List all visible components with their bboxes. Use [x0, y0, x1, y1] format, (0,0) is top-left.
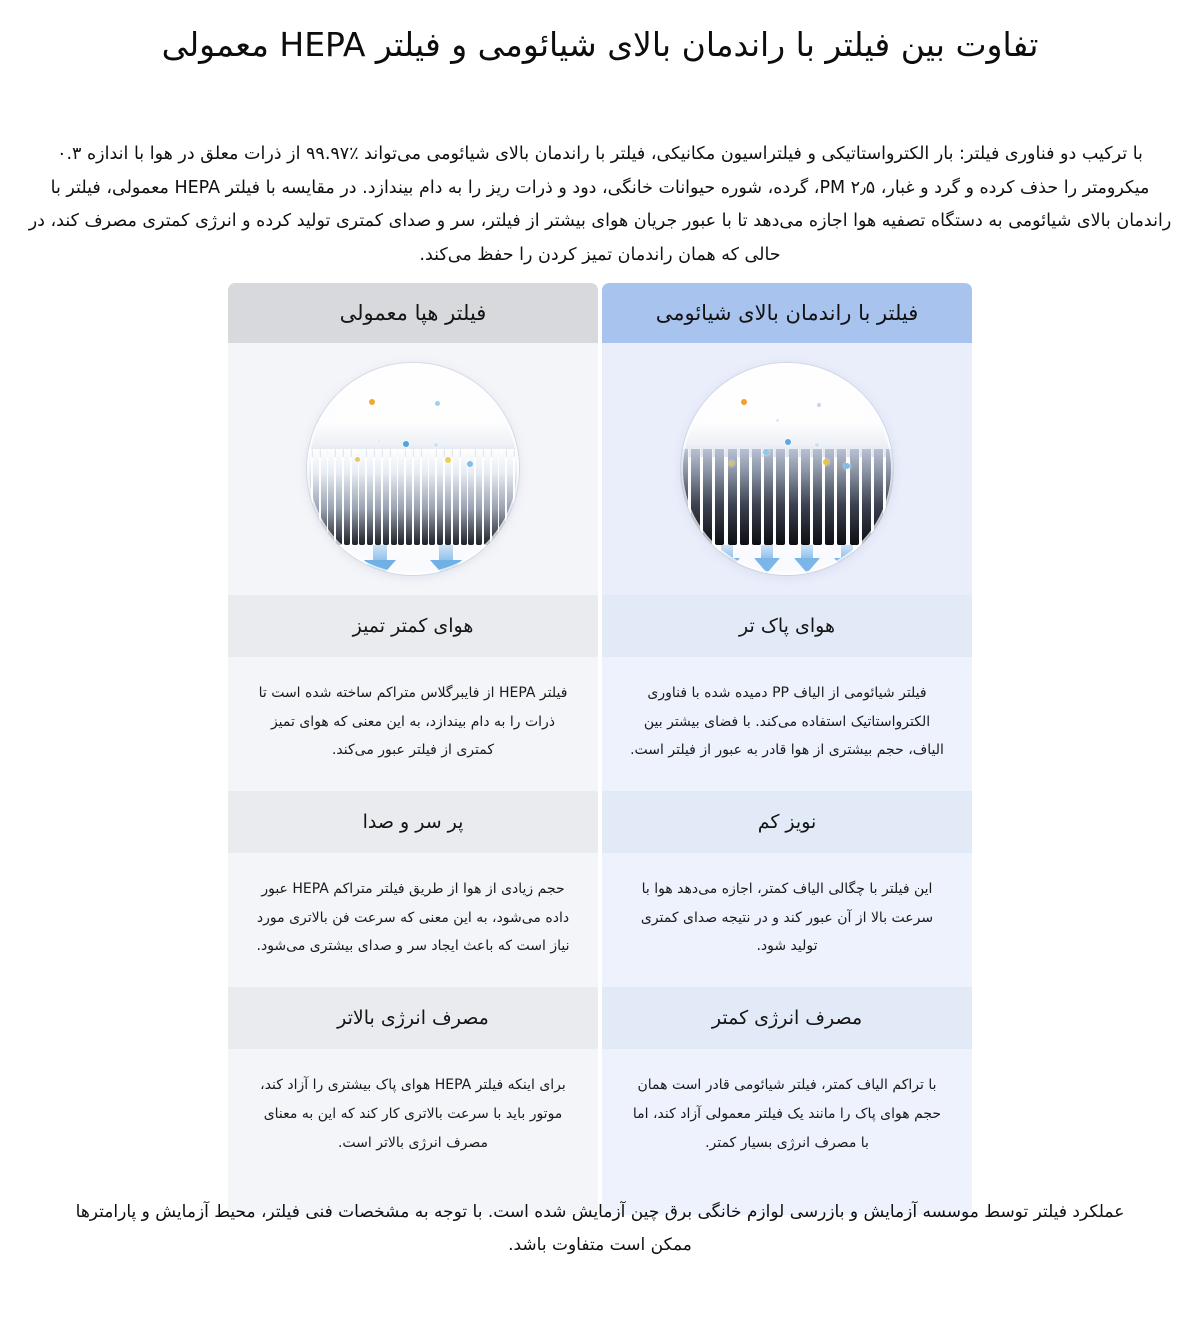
particle-dot — [434, 443, 438, 447]
particle-dot — [377, 439, 381, 443]
particle-dot — [763, 449, 769, 455]
comparison-table — [228, 283, 972, 1215]
particle-dot — [435, 401, 440, 406]
particle-dot — [785, 439, 791, 445]
disclaimer-footnote: عملکرد فیلتر توسط موسسه آزمایش و بازرسی لوازم خانگی برق چین آزمایش شده است. با توجه به مشخصات فنی فیلتر، محیط آزمایش و پارامترها ممکن است متفاوت باشد. — [75, 1202, 1125, 1256]
particle-dot — [467, 461, 473, 467]
feature-body-hepa-1: فیلتر HEPA از فایبرگلاس متراکم ساخته شده است تا ذرات را به دام بیندازد، به این معنی که هوای تمیز کمتری از فیلتر عبور می‌کند. — [228, 657, 598, 791]
airflow-arrows-xiaomi — [681, 545, 893, 575]
feature-body-xiaomi-1: فیلتر شیائومی از الیاف PP دمیده شده با فناوری الکترواستاتیک استفاده می‌کند. با فضای بیشتر بین الیاف، حجم بیشتری از هوا قادر به عبور از فیلتر است. — [602, 657, 972, 791]
intro-paragraph: با ترکیب دو فناوری فیلتر: بار الکترواستاتیکی و فیلتراسیون مکانیکی، فیلتر با راندمان بالای شیائومی می‌تواند ٪۹۹.۹۷ از ذرات معلق در هوا با اندازه ۰.۳ میکرومتر را حذف کرده و گرد و غبار، PM ۲٫۵، گرده، شوره حیوانات خانگی، دود و ذرات ریز را به دام بیندازد. در مقایسه با فیلتر HEPA معمولی، فیلتر با راندمان بالای شیائومی به دستگاه تصفیه هوا اجازه می‌دهد تا با عبور جریان هوای بیشتر از فیلتر، سر و صدای کمتری تولید کرده و انرژی کمتری مصرف کند، در حالی که همان راندمان تمیز کردن را حفظ می‌کند. — [28, 144, 1172, 265]
page-title: تفاوت بین فیلتر با راندمان بالای شیائومی و فیلتر HEPA معمولی — [161, 25, 1039, 64]
feature-label-hepa-3: مصرف انرژی بالاتر — [228, 987, 598, 1049]
column-standard-hepa-filter — [228, 283, 598, 1215]
particle-dot — [844, 463, 850, 469]
particle-dot — [741, 399, 747, 405]
filter-macro-lens-hepa — [307, 363, 519, 575]
airflow-arrow-icon — [364, 545, 396, 575]
airflow-arrow-icon — [754, 545, 780, 575]
particle-dot — [403, 441, 409, 447]
filter-pleats-wide — [681, 449, 893, 545]
illustration-hepa-filter — [228, 343, 598, 595]
particle-dot — [355, 457, 360, 462]
feature-label-xiaomi-2: نویز کم — [602, 791, 972, 853]
particle-dot — [729, 461, 734, 466]
airflow-arrow-icon — [714, 545, 740, 575]
column-header-hepa: فیلتر هپا معمولی — [228, 283, 598, 343]
particle-dot — [815, 443, 819, 447]
feature-label-xiaomi-1: هوای پاک تر — [602, 595, 972, 657]
column-header-xiaomi: فیلتر با راندمان بالای شیائومی — [602, 283, 972, 343]
feature-label-hepa-2: پر سر و صدا — [228, 791, 598, 853]
particle-dot — [817, 403, 821, 407]
feature-body-xiaomi-2: این فیلتر با چگالی الیاف کمتر، اجازه می‌دهد هوا با سرعت بالا از آن عبور کند و در نتیجه صدای کمتری تولید شود. — [602, 853, 972, 987]
airflow-arrow-icon — [430, 545, 462, 575]
airflow-arrow-icon — [834, 545, 860, 575]
filter-macro-lens-xiaomi — [681, 363, 893, 575]
airflow-arrow-icon — [794, 545, 820, 575]
column-xiaomi-filter — [602, 283, 972, 1215]
particle-dot — [369, 399, 375, 405]
particle-dot — [445, 457, 451, 463]
feature-body-hepa-3: برای اینکه فیلتر HEPA هوای پاک بیشتری را آزاد کند، موتور باید با سرعت بالاتری کار کند که این به معنای مصرف انرژی بالاتر است. — [228, 1049, 598, 1215]
particle-dot — [823, 459, 829, 465]
airflow-arrows-hepa — [307, 545, 519, 575]
feature-label-hepa-1: هوای کمتر تمیز — [228, 595, 598, 657]
feature-body-xiaomi-3: با تراکم الیاف کمتر، فیلتر شیائومی قادر است همان حجم هوای پاک را مانند یک فیلتر معمولی آزاد کند، اما با مصرف انرژی بسیار کمتر. — [602, 1049, 972, 1215]
feature-label-xiaomi-3: مصرف انرژی کمتر — [602, 987, 972, 1049]
filter-pleats-dense — [307, 449, 519, 545]
feature-body-hepa-2: حجم زیادی از هوا از طریق فیلتر متراکم HEPA عبور داده می‌شود، به این معنی که سرعت فن بالاتری مورد نیاز است که باعث ایجاد سر و صدای بیشتری می‌شود. — [228, 853, 598, 987]
particle-dot — [776, 419, 779, 422]
illustration-xiaomi-filter — [602, 343, 972, 595]
